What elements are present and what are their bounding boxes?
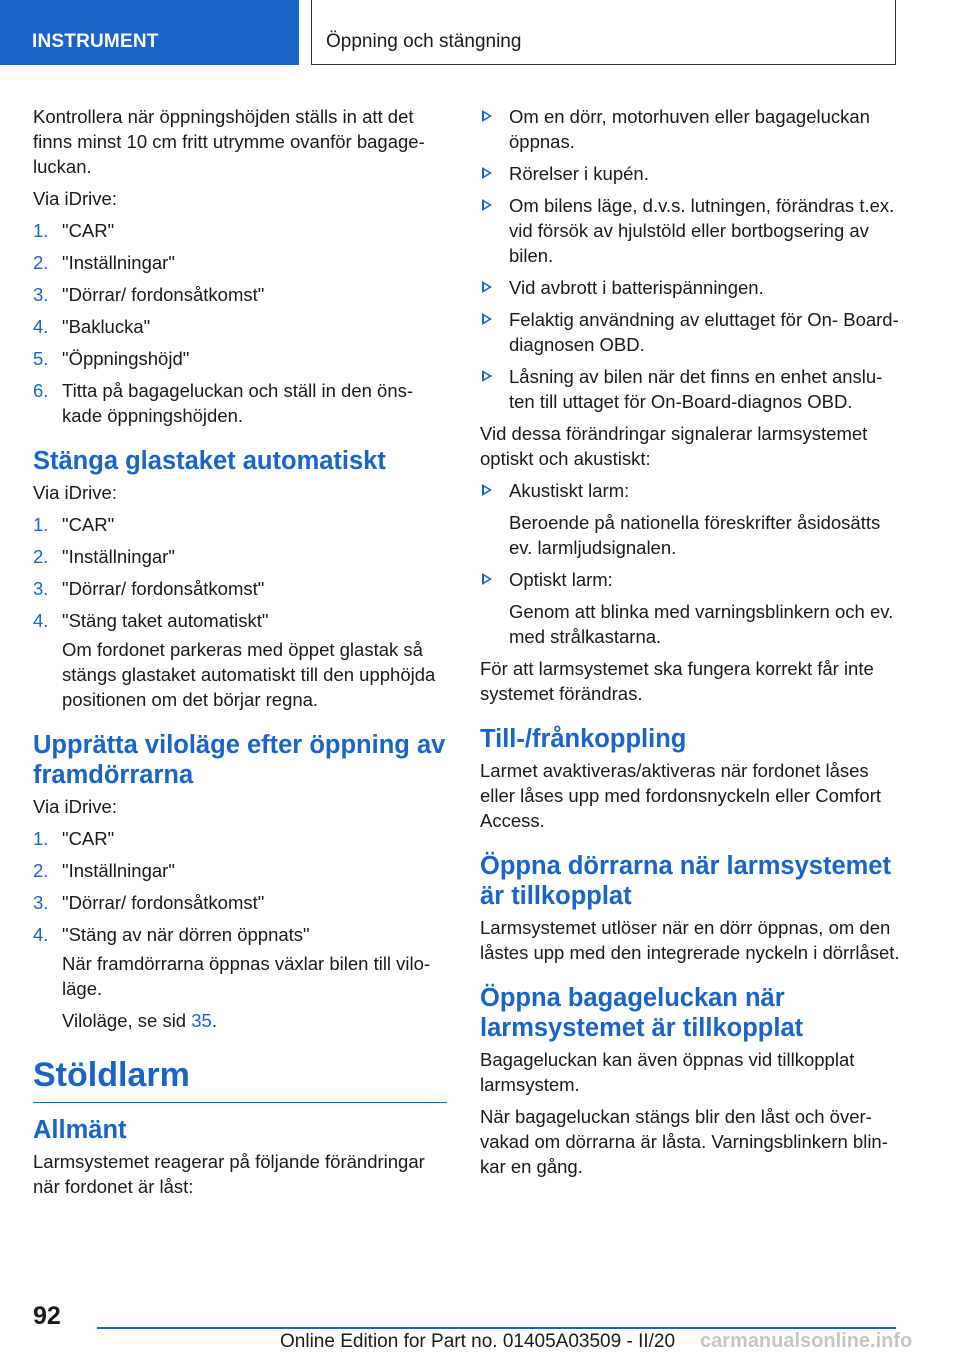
section-tab [0,0,299,65]
list-item: Felaktig användning av eluttaget för On- Board-diagnosen OBD. [480,307,900,357]
steps-list-opening-height [33,218,447,428]
triangle-bullet-icon [482,281,492,293]
chapter-tab [311,0,896,65]
triangle-bullet-icon [482,573,492,585]
section-title: INSTRUMENT [32,31,159,52]
triangle-bullet-icon [482,313,492,325]
list-item: 4. "Stäng av när dörren öppnats" [33,924,310,945]
sleep-mode-reference: Viloläge, se sid 35. [62,1010,217,1031]
tailgate-paragraph-1: Bagageluckan kan även öppnas vid tillkopplat larmsystem. [480,1049,855,1095]
heading-theft-alarm: Stöldlarm [33,1055,447,1103]
heading-close-glass-roof: Stänga glastaket automatiskt [33,447,386,475]
triangle-bullet-icon [482,484,492,496]
function-paragraph: För att larmsystemet ska fungera korrekt får inte systemet förändras. [480,658,874,704]
watermark: carmanualsonline.info [700,1330,913,1352]
via-idrive-label: Via iDrive: [33,482,117,503]
heading-general: Allmänt [33,1116,127,1144]
left-column [33,104,447,1206]
steps-list-glass-roof [33,512,447,633]
triangle-bullet-icon [482,199,492,211]
list-item: 2. "Inställningar" [33,860,175,881]
acoustic-note: Beroende på nationella föreskrifter åsidosätts ev. larmljudsignalen. [509,512,881,558]
chapter-title: Öppning och stängning [326,31,522,52]
triangle-bullet-icon [482,370,492,382]
list-item: 1. "CAR" [33,828,115,849]
glass-roof-note: Om fordonet parkeras med öppet glastak så stängs glastaket automatiskt till den upphöjda positionen om det börjar regna. [62,639,436,710]
via-idrive-label: Via iDrive: [33,188,117,209]
via-idrive-label: Via iDrive: [33,796,117,817]
list-item: 3. "Dörrar/ fordonsåtkomst" [33,578,265,599]
list-item: Optiskt larm: [480,567,900,592]
optical-note: Genom att blinka med varningsblinkern och ev. med strålkastarna. [509,601,894,647]
heading-open-doors-armed: Öppna dörrarna när larmsystemet är tillkopplat [480,852,891,910]
right-column [480,104,900,1186]
list-item: Vid avbrott i batterispänningen. [480,275,900,300]
activation-paragraph: Larmet avaktiveras/aktiveras när fordonet låses eller låses upp med fordonsnyckeln eller Comfort Access. [480,760,882,831]
list-item: 3. "Dörrar/ fordonsåtkomst" [33,892,265,913]
list-item: Akustiskt larm: [480,478,900,503]
list-item: 2. "Inställningar" [33,546,175,567]
list-item: Om bilens läge, d.v.s. lutningen, förändras t.ex. vid försök av hjulstöld eller bortbogsering av bilen. [480,193,900,268]
list-item: Låsning av bilen när det finns en enhet anslu- ten till uttaget för On-Board-diagnos OBD. [480,364,900,414]
list-item: 2. "Inställningar" [33,252,175,273]
list-item: 5. "Öppningshöjd" [33,348,190,369]
page-link[interactable]: 35 [191,1010,212,1031]
list-item: 3. "Dörrar/ fordonsåtkomst" [33,284,265,305]
list-item: 4. "Stäng taket automatiskt" [33,610,269,631]
list-item: 1. "CAR" [33,220,115,241]
page-number: 92 [33,1302,61,1330]
sleep-mode-note: När framdörrarna öppnas växlar bilen till vilo- läge. [62,953,431,999]
alarm-trigger-list [480,104,900,414]
footer-divider [97,1327,896,1329]
list-item: Rörelser i kupén. [480,161,900,186]
tailgate-paragraph-2: När bagageluckan stängs blir den låst och över- vakad om dörrarna är låsta. Varningsblinkern blin- kar en gång. [480,1106,888,1177]
list-item: 6. Titta på bagageluckan och ställ in den öns- kade öppningshöjden. [33,380,414,426]
heading-activation: Till-/frånkoppling [480,725,687,753]
list-item: 1. "CAR" [33,514,115,535]
heading-sleep-mode: Upprätta viloläge efter öppning av framdörrarna [33,731,446,789]
steps-list-sleep-mode [33,826,447,947]
heading-open-tailgate-armed: Öppna bagageluckan när larmsystemet är tillkopplat [480,984,804,1042]
open-doors-paragraph: Larmsystemet utlöser när en dörr öppnas, om den låstes upp med den integrerade nyckeln i dörrlåset. [480,917,900,963]
triangle-bullet-icon [482,167,492,179]
intro-paragraph: Kontrollera när öppningshöjden ställs in att det finns minst 10 cm fritt utrymme ovanför bagage- luckan. [33,106,425,177]
list-item: Om en dörr, motorhuven eller bagageluckan öppnas. [480,104,900,154]
signal-paragraph: Vid dessa förändringar signalerar larmsystemet optiskt och akustiskt: [480,423,868,469]
triangle-bullet-icon [482,110,492,122]
general-paragraph: Larmsystemet reagerar på följande förändringar när fordonet är låst: [33,1151,425,1197]
footer-edition: Online Edition for Part no. 01405A03509 - II/20 [280,1331,676,1352]
list-item: 4. "Baklucka" [33,316,151,337]
